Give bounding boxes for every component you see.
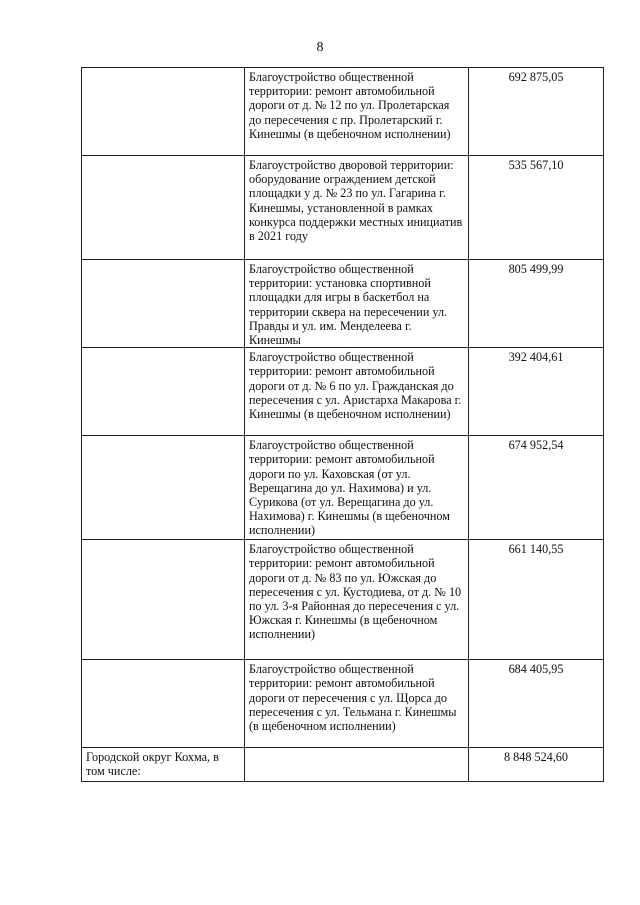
row-name-cell xyxy=(82,660,245,748)
table-row xyxy=(82,436,604,540)
row-description-cell xyxy=(245,748,469,782)
row-amount-cell: 674 952,54 xyxy=(469,436,604,540)
table-row xyxy=(82,156,604,260)
row-description-cell: Благоустройство общественной территории: ремонт автомобильной дороги от пересечения с ул. Щорса до пересечения с ул. Тельмана г. Кинешмы (в щебеночном исполнении) xyxy=(245,660,469,748)
row-amount-cell: 661 140,55 xyxy=(469,540,604,660)
row-name-cell: Городской округ Кохма, в том числе: xyxy=(82,748,245,782)
page-number: 8 xyxy=(316,40,324,55)
row-name-cell xyxy=(82,540,245,660)
table-row xyxy=(82,348,604,436)
row-amount-cell: 392 404,61 xyxy=(469,348,604,436)
row-name-cell xyxy=(82,436,245,540)
budget-table xyxy=(81,67,604,782)
row-amount-cell: 805 499,99 xyxy=(469,260,604,348)
row-name-cell xyxy=(82,156,245,260)
row-description-cell: Благоустройство общественной территории: установка спортивной площадки для игры в баскетбол на территории сквера на пересечении ул. Правды и ул. им. Менделеева г. Кинешмы xyxy=(245,260,469,348)
table-row xyxy=(82,260,604,348)
row-amount-cell: 692 875,05 xyxy=(469,68,604,156)
row-name-cell xyxy=(82,348,245,436)
row-description-cell: Благоустройство общественной территории: ремонт автомобильной дороги от д. № 12 по ул. Пролетарская до пересечения с пр. Пролетарский г. Кинешмы (в щебеночном исполнении) xyxy=(245,68,469,156)
table-row xyxy=(82,660,604,748)
table-row xyxy=(82,540,604,660)
table-row xyxy=(82,68,604,156)
row-amount-cell: 535 567,10 xyxy=(469,156,604,260)
row-amount-cell: 8 848 524,60 xyxy=(469,748,604,782)
row-description-cell: Благоустройство общественной территории: ремонт автомобильной дороги от д. № 6 по ул. Гражданская до пересечения с ул. Аристарха Макарова г. Кинешмы (в щебеночном исполнении) xyxy=(245,348,469,436)
row-name-cell xyxy=(82,68,245,156)
row-description-cell: Благоустройство общественной территории: ремонт автомобильной дороги по ул. Каховская (от ул. Верещагина до ул. Нахимова) и ул. Сурикова (от ул. Верещагина до ул. Нахимова) г. Кинешмы (в щебеночном исполнении) xyxy=(245,436,469,540)
table-row xyxy=(82,748,604,782)
row-description-cell: Благоустройство общественной территории: ремонт автомобильной дороги от д. № 83 по ул. Южская до пересечения с ул. Кустодиева, от д. № 10 по ул. 3-я Районная до пересечения с ул. Южская г. Кинешмы (в щебеночном исполнении) xyxy=(245,540,469,660)
row-name-cell xyxy=(82,260,245,348)
row-amount-cell: 684 405,95 xyxy=(469,660,604,748)
row-description-cell: Благоустройство дворовой территории: оборудование ограждением детской площадки у д. № 23 по ул. Гагарина г. Кинешмы, установленной в рамках конкурса поддержки местных инициатив в 2021 году xyxy=(245,156,469,260)
